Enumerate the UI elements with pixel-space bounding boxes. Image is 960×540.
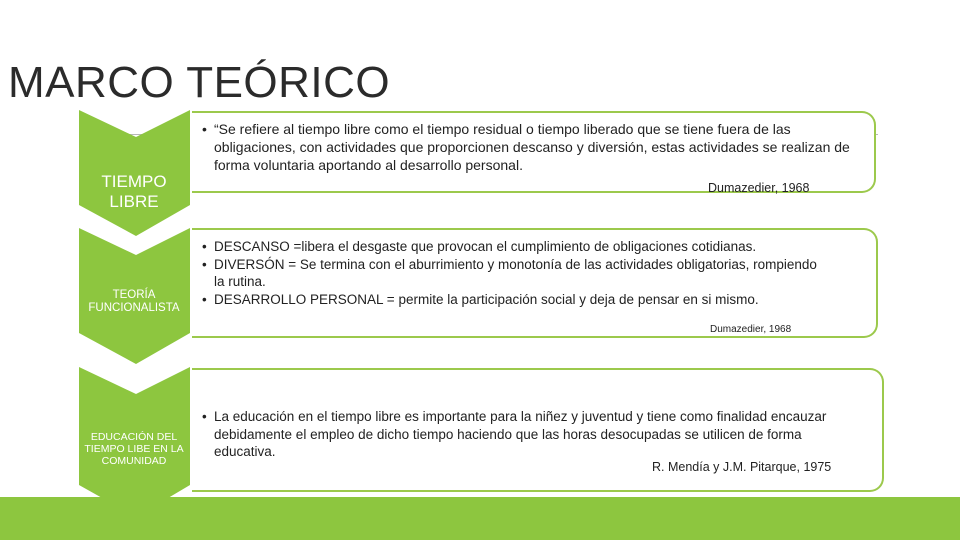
box-1-bullet: • “Se refiere al tiempo libre como el tiempo residual o tiempo liberado que se tiene fuera de las obligaciones, con actividades que proporcionen descanso y diversión, estas actividades se realizan de forma voluntaria aportando al desarrollo personal. [202,121,862,175]
slide-title: MARCO TEÓRICO [8,58,391,107]
box-1-citation: Dumazedier, 1968 [708,181,810,195]
box-2-citation: Dumazedier, 1968 [710,324,792,335]
footer-accent-bar [0,497,960,540]
box-3-bullet: • La educación en el tiempo libre es importante para la niñez y juventud y tiene como finalidad encauzar debidamente el empleo de dicho tiempo haciendo que las horas desocupadas se utilicen de forma educativa. [202,408,862,461]
content-box-1 [192,111,876,193]
box-3-citation: R. Mendía y J.M. Pitarque, 1975 [652,460,832,474]
content-box-3 [192,368,884,492]
chevron-label-teoria-funcionalista: TEORÍA FUNCIONALISTA [88,289,180,315]
box-2-bullet-desarrollo: • DESARROLLO PERSONAL = permite la participación social y deja de pensar en si mismo. [202,291,822,309]
content-box-2 [192,228,878,338]
chevron-label-tiempo-libre: TIEMPO LIBRE [101,172,167,211]
box-2-bullet-diversion: • DIVERSÓN = Se termina con el aburrimiento y monotonía de las actividades obligatorias, rompiendo la rutina. [202,256,822,291]
chevron-label-educacion: EDUCACIÓN DEL TIEMPO LIBE EN LA COMUNIDAD [84,431,184,468]
box-2-bullet-descanso: • DESCANSO =libera el desgaste que provocan el cumplimiento de obligaciones cotidianas. [202,238,822,256]
